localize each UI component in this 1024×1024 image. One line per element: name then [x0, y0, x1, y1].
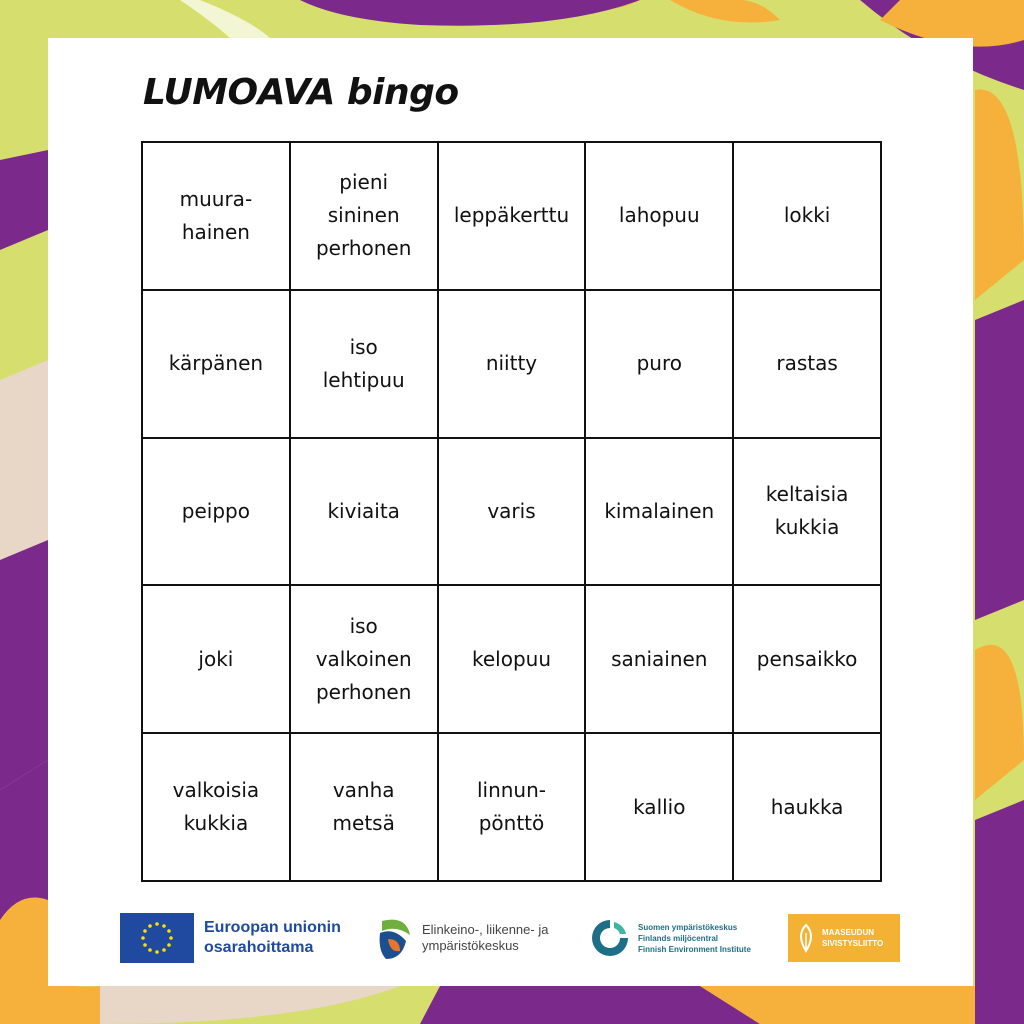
bingo-cell[interactable] — [143, 734, 291, 882]
bingo-cell[interactable] — [734, 439, 882, 587]
bingo-cell-label: lokki — [783, 203, 831, 228]
bingo-cell-label: kallio — [633, 794, 686, 819]
bingo-cell-label: kelopuu — [471, 646, 551, 671]
bingo-cell-label: rastas — [776, 351, 838, 376]
maaseutu-text: MAASEUDUN SIVISTYSLIITTO — [822, 928, 884, 948]
bingo-cell-label: valkoisia kukkia — [172, 778, 260, 836]
bingo-cell-label: kärpänen — [168, 351, 264, 376]
bingo-cell[interactable] — [291, 734, 439, 882]
eu-flag-icon — [120, 913, 194, 963]
bingo-cell-label: haukka — [770, 794, 844, 819]
bingo-cell-label: pieni sininen perhonen — [315, 170, 412, 261]
ely-logo — [376, 910, 548, 966]
bingo-cell[interactable] — [439, 439, 587, 587]
bingo-cell[interactable] — [439, 143, 587, 291]
bingo-cell[interactable] — [143, 439, 291, 587]
bingo-cell[interactable] — [143, 291, 291, 439]
bingo-cell[interactable] — [586, 439, 734, 587]
eu-funding-text: Euroopan unionin osarahoittama — [204, 919, 341, 956]
bingo-cell[interactable] — [143, 586, 291, 734]
bingo-cell[interactable] — [291, 291, 439, 439]
eu-logo — [120, 910, 341, 966]
bingo-cell[interactable] — [586, 586, 734, 734]
bingo-cell-label: vanha metsä — [332, 778, 395, 836]
bingo-cell-label: niitty — [485, 351, 538, 376]
bingo-cell-label: lahopuu — [618, 203, 700, 228]
syke-text: Suomen ympäristökeskus Finlands miljöcentral Finnish Environment Institute — [638, 922, 751, 954]
bingo-cell[interactable] — [586, 291, 734, 439]
bingo-cell[interactable] — [291, 143, 439, 291]
bingo-cell-label: puro — [636, 351, 682, 376]
bingo-cell-label: linnun- pönttö — [476, 778, 547, 836]
bingo-cell[interactable] — [291, 439, 439, 587]
ely-text: Elinkeino-, liikenne- ja ympäristökeskus — [422, 922, 549, 953]
bingo-cell-label: iso lehtipuu — [322, 334, 405, 392]
page-title: LUMOAVA bingo — [143, 72, 459, 113]
bingo-cell[interactable] — [734, 291, 882, 439]
bingo-card — [48, 38, 973, 986]
bingo-cell[interactable] — [586, 143, 734, 291]
maaseutu-leaf-icon — [796, 923, 816, 953]
bingo-cell-label: joki — [198, 646, 234, 671]
bingo-cell[interactable] — [734, 734, 882, 882]
bingo-cell-label: kiviaita — [327, 498, 400, 523]
bingo-cell[interactable] — [439, 586, 587, 734]
bingo-cell[interactable] — [439, 734, 587, 882]
bingo-grid — [141, 141, 882, 882]
bingo-cell[interactable] — [734, 143, 882, 291]
bingo-cell-label: leppäkerttu — [453, 203, 570, 228]
ely-leaf-icon — [376, 915, 414, 961]
bingo-cell-label: varis — [487, 498, 536, 523]
syke-logo — [590, 910, 751, 966]
bingo-cell-label: peippo — [181, 498, 250, 523]
bingo-cell[interactable] — [439, 291, 587, 439]
syke-ring-icon — [590, 916, 630, 960]
bingo-cell-label: kimalainen — [604, 498, 715, 523]
bingo-cell-label: pensaikko — [756, 646, 858, 671]
bingo-cell[interactable] — [586, 734, 734, 882]
bingo-cell[interactable] — [291, 586, 439, 734]
bingo-cell[interactable] — [734, 586, 882, 734]
bingo-cell[interactable] — [143, 143, 291, 291]
maaseutu-logo — [788, 910, 900, 966]
bingo-cell-label: muura- hainen — [179, 186, 253, 244]
bingo-cell-label: iso valkoinen perhonen — [315, 613, 412, 704]
logo-bar — [120, 910, 910, 966]
bingo-cell-label: keltaisia kukkia — [765, 482, 849, 540]
bingo-cell-label: saniainen — [611, 646, 708, 671]
